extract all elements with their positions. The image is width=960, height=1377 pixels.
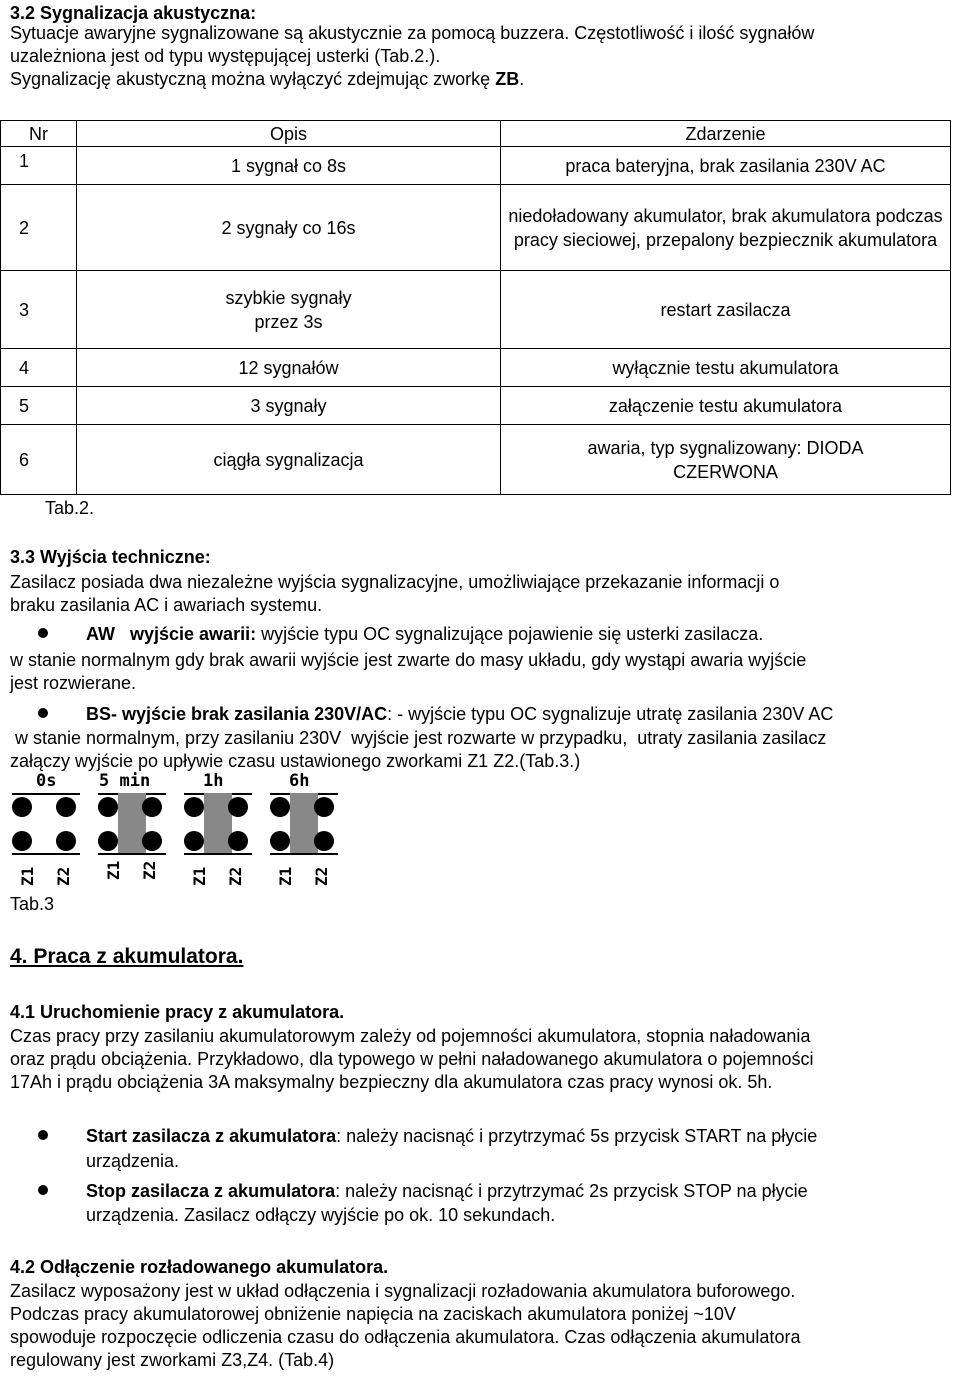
z1-label: Z1 <box>18 866 37 886</box>
row-nr: 3 <box>1 271 77 349</box>
pin-icon <box>98 831 118 851</box>
paragraph-line: braku zasilania AC i awariach systemu. <box>10 595 323 615</box>
pin-icon <box>12 831 32 851</box>
pin-icon <box>142 831 162 851</box>
section-heading-4-1: 4.1 Uruchomienie pracy z akumulatora. <box>10 1002 345 1022</box>
bullet-icon <box>38 628 48 638</box>
pin-icon <box>270 797 290 817</box>
paragraph-line: Zasilacz posiada dwa niezależne wyjścia sygnalizacyjne, umożliwiające przekazanie informacji o <box>10 572 780 592</box>
row-zdarzenie: praca bateryjna, brak zasilania 230V AC <box>501 147 951 185</box>
pin-icon <box>228 831 248 851</box>
table-row <box>1 147 951 185</box>
paragraph-line: Sytuacje awaryjne sygnalizowane są akustycznie za pomocą buzzera. Częstotliwość i ilość sygnałów <box>10 23 815 43</box>
section-heading-4: 4. Praca z akumulatora. <box>10 945 244 968</box>
row-opis: 1 sygnał co 8s <box>77 147 501 185</box>
section-heading-3-2: 3.2 Sygnalizacja akustyczna: <box>10 3 257 23</box>
z2-label: Z2 <box>312 866 331 886</box>
bullet-bs <box>86 703 833 726</box>
paragraph-line: 17Ah i prądu obciążenia 3A maksymalny bezpieczny dla akumulatora czas pracy wynosi ok. 5h. <box>10 1072 773 1092</box>
signal-table <box>0 120 951 495</box>
pin-icon <box>270 831 290 851</box>
row-opis: ciągła sygnalizacja <box>77 425 501 495</box>
z2-label: Z2 <box>140 860 159 880</box>
z1-label: Z1 <box>104 860 123 880</box>
bullet-icon <box>38 708 48 718</box>
pin-icon <box>314 831 334 851</box>
text: : należy nacisnąć i przytrzymać 2s przycisk STOP na płycie <box>335 1181 808 1201</box>
text: . <box>519 69 525 89</box>
jumper-label: 6h <box>289 771 310 791</box>
divider <box>184 853 252 855</box>
text: wyjście typu OC sygnalizujące pojawienie się usterki zasilacza. <box>256 624 764 644</box>
z1-label: Z1 <box>276 866 295 886</box>
z2-label: Z2 <box>54 866 73 886</box>
row-zdarzenie: wyłącznie testu akumulatora <box>501 349 951 387</box>
jumper-name: ZB <box>495 69 520 89</box>
pin-icon <box>98 797 118 817</box>
divider <box>12 853 80 855</box>
table-row <box>1 425 951 495</box>
paragraph-line: w stanie normalnym gdy brak awarii wyjście jest zwarte do masy układu, gdy wystąpi awaria wyjście <box>10 650 807 670</box>
paragraph-line: oraz prądu obciążenia. Przykładowo, dla typowego w pełni naładowanego akumulatora o pojemności <box>10 1049 814 1069</box>
text: : należy nacisnąć i przytrzymać 5s przycisk START na płycie <box>336 1126 818 1146</box>
output-name: AW wyjście awarii: <box>86 624 257 644</box>
bullet-icon <box>38 1130 48 1140</box>
jumper-diagram-1h <box>184 793 252 855</box>
row-nr: 2 <box>1 185 77 271</box>
pin-icon <box>142 797 162 817</box>
row-nr: 6 <box>1 425 77 495</box>
table-row <box>1 271 951 349</box>
paragraph-line: uzależniona jest od typu występującej usterki (Tab.2.). <box>10 46 441 66</box>
text: Sygnalizację akustyczną można wyłączyć zdejmując zworkę <box>10 69 496 89</box>
pin-icon <box>56 797 76 817</box>
row-nr: 4 <box>1 349 77 387</box>
row-zdarzenie: załączenie testu akumulatora <box>501 387 951 425</box>
jumper-label: 0s <box>36 771 57 791</box>
row-nr: 1 <box>1 147 77 185</box>
table-caption: Tab.3 <box>10 894 55 914</box>
divider <box>98 853 166 855</box>
jumper-diagram-0s <box>12 793 80 855</box>
paragraph-line <box>10 68 524 91</box>
jumper-label: 5 min <box>99 771 151 791</box>
row-zdarzenie: niedoładowany akumulator, brak akumulatora podczas pracy sieciowej, przepalony bezpiecznik akumulatora <box>501 185 951 271</box>
section-heading-4-2: 4.2 Odłączenie rozładowanego akumulatora. <box>10 1257 389 1277</box>
action-name: Stop zasilacza z akumulatora <box>86 1181 336 1201</box>
paragraph-line: w stanie normalnym, przy zasilaniu 230V wyjście jest rozwarte w przypadku, utraty zasilania zasilacz <box>10 728 827 748</box>
table-row <box>1 185 951 271</box>
divider <box>270 853 338 855</box>
table-row <box>1 349 951 387</box>
action-name: Start zasilacza z akumulatora <box>86 1126 337 1146</box>
table-header-row <box>1 121 951 147</box>
table-header-zdarzenie: Zdarzenie <box>501 121 951 147</box>
table-header-nr: Nr <box>1 121 77 147</box>
section-heading-3-3: 3.3 Wyjścia techniczne: <box>10 547 211 567</box>
row-opis: 12 sygnałów <box>77 349 501 387</box>
jumper-diagram-5min <box>98 793 166 855</box>
jumper-diagram-6h <box>270 793 338 855</box>
pin-icon <box>56 831 76 851</box>
output-name: BS- wyjście brak zasilania 230V/AC <box>86 704 388 724</box>
pin-icon <box>314 797 334 817</box>
jumper-label: 1h <box>203 771 224 791</box>
divider <box>12 793 80 795</box>
table-row <box>1 387 951 425</box>
row-zdarzenie: restart zasilacza <box>501 271 951 349</box>
paragraph-line: jest rozwierane. <box>10 673 137 693</box>
pin-icon <box>12 797 32 817</box>
paragraph-line: Czas pracy przy zasilaniu akumulatorowym zależy od pojemności akumulatora, stopnia naładowania <box>10 1026 811 1046</box>
row-opis: 3 sygnały <box>77 387 501 425</box>
bullet-start <box>86 1125 817 1148</box>
row-nr: 5 <box>1 387 77 425</box>
paragraph-line: załączy wyjście po upływie czasu ustawionego zworkami Z1 Z2.(Tab.3.) <box>10 751 581 771</box>
row-zdarzenie: awaria, typ sygnalizowany: DIODA CZERWONA <box>501 425 951 495</box>
paragraph-line: Zasilacz wyposażony jest w układ odłączenia i sygnalizacji rozładowania akumulatora buforowego. <box>10 1281 796 1301</box>
paragraph-line: urządzenia. <box>86 1151 180 1171</box>
paragraph-line: spowoduje rozpoczęcie odliczenia czasu do odłączenia akumulatora. Czas odłączenia akumulatora <box>10 1327 801 1347</box>
row-opis: szybkie sygnały przez 3s <box>77 271 501 349</box>
pin-icon <box>184 831 204 851</box>
paragraph-line: regulowany jest zworkami Z3,Z4. (Tab.4) <box>10 1350 335 1370</box>
bullet-aw <box>86 623 763 646</box>
text: : - wyjście typu OC sygnalizuje utratę zasilania 230V AC <box>387 704 834 724</box>
bullet-icon <box>38 1185 48 1195</box>
bullet-stop <box>86 1180 808 1203</box>
table-header-opis: Opis <box>77 121 501 147</box>
pin-icon <box>228 797 248 817</box>
table-caption: Tab.2. <box>45 498 95 518</box>
paragraph-line: Podczas pracy akumulatorowej obniżenie napięcia na zaciskach akumulatora poniżej ~10V <box>10 1304 736 1324</box>
pin-icon <box>184 797 204 817</box>
row-opis: 2 sygnały co 16s <box>77 185 501 271</box>
z1-label: Z1 <box>190 866 209 886</box>
paragraph-line: urządzenia. Zasilacz odłączy wyjście po ok. 10 sekundach. <box>86 1205 556 1225</box>
z2-label: Z2 <box>226 866 245 886</box>
